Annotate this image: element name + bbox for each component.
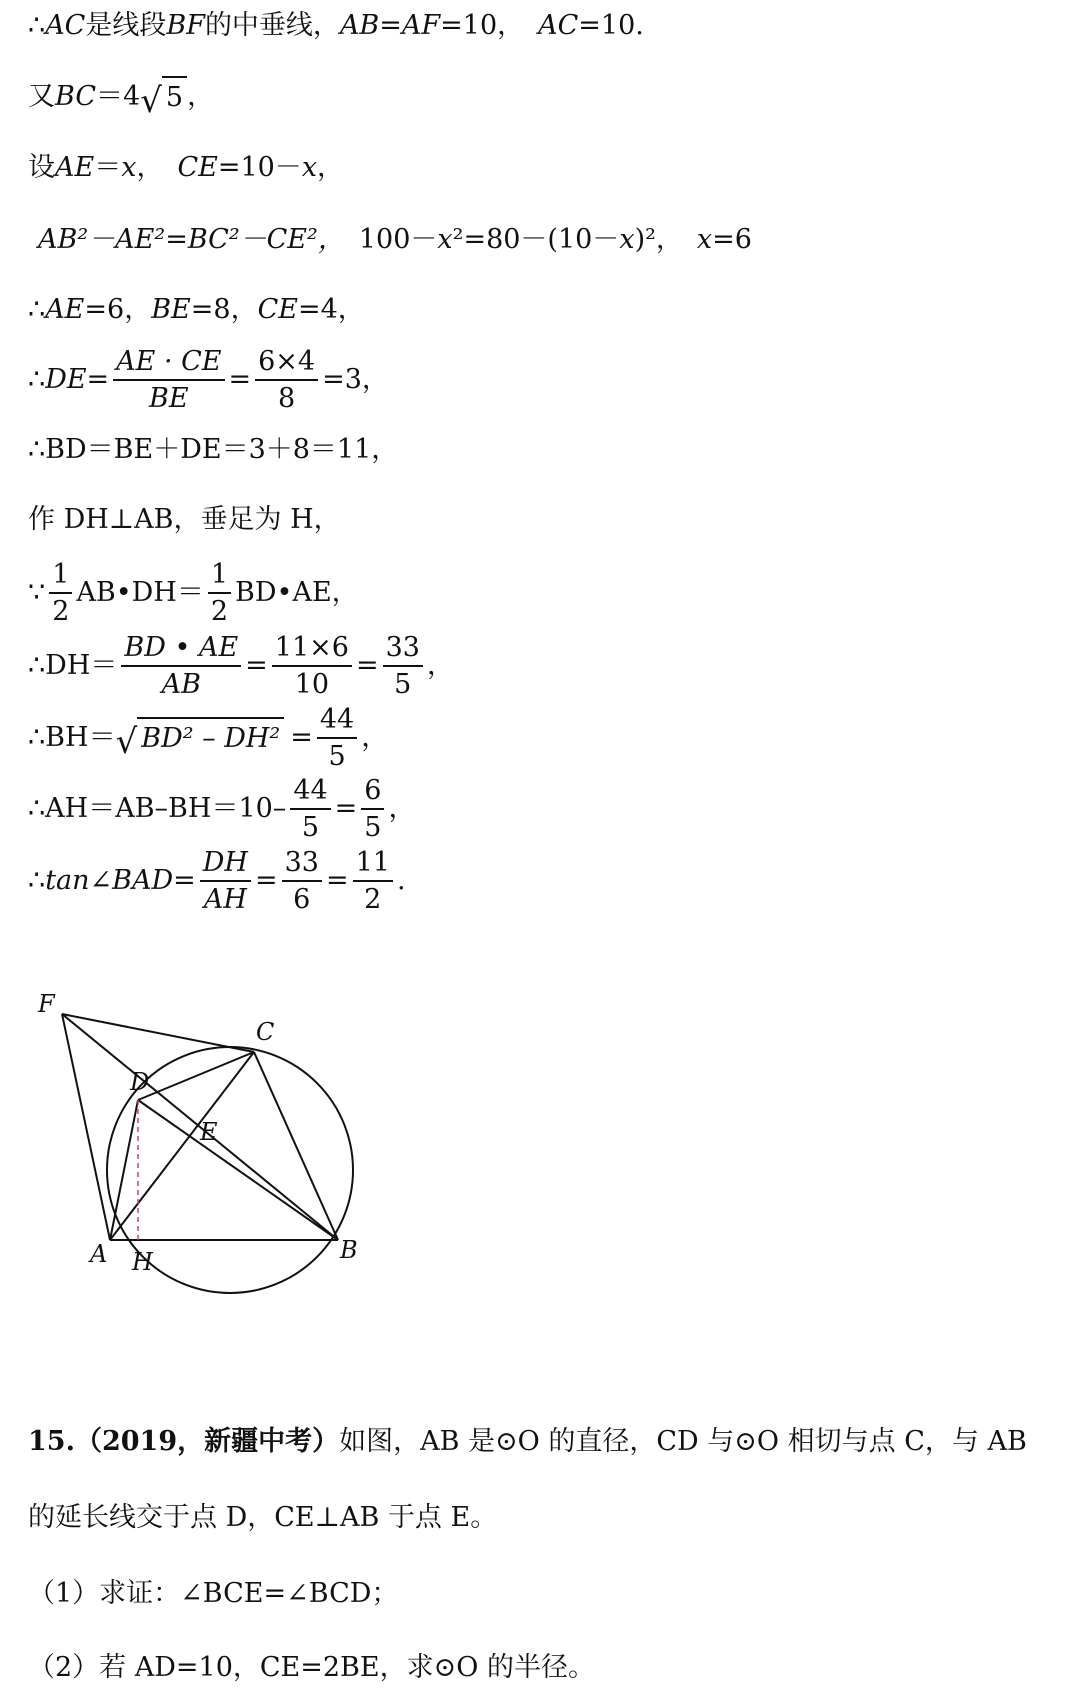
variable-x: x — [696, 224, 713, 255]
problem-15-part-2 — [28, 1648, 595, 1688]
denominator: 2 — [210, 596, 229, 627]
segment-bf: BF — [166, 10, 205, 41]
fraction — [121, 632, 241, 700]
numerator: 33 — [282, 847, 322, 882]
fraction — [290, 775, 330, 843]
numerator: 1 — [49, 559, 72, 594]
denominator: 5 — [394, 669, 412, 700]
segment-af: AF — [401, 10, 441, 41]
text: ＝ — [94, 152, 122, 183]
therefore-symbol: ∴ — [28, 10, 46, 41]
text: ， — [426, 650, 454, 681]
numerator: 6 — [361, 775, 384, 810]
text: . — [396, 865, 406, 896]
solution-line-10 — [28, 633, 454, 699]
solution-line-4 — [38, 220, 752, 260]
segment-ab: AB — [339, 10, 380, 41]
problem-part: （1）求证：∠BCE=∠BCD； — [28, 1578, 399, 1609]
numerator: 11 — [353, 847, 393, 882]
text: ， — [136, 152, 164, 183]
denominator: 8 — [278, 383, 296, 414]
text: = — [86, 364, 110, 395]
fraction — [317, 704, 357, 772]
segment-bc: BC — [55, 81, 97, 112]
fraction — [282, 847, 322, 915]
denominator: AB — [161, 669, 201, 700]
text: =6， — [84, 294, 152, 325]
variable-x: x — [619, 224, 635, 255]
problem-number: 15. — [28, 1426, 75, 1457]
fraction — [383, 632, 423, 700]
geometry-figure — [20, 990, 400, 1310]
segment-ae: AE — [55, 152, 95, 183]
problem-source: （2019，新疆中考） — [74, 1426, 340, 1457]
label-f: F — [38, 990, 55, 1018]
text: =6 — [712, 224, 752, 255]
segment-da — [110, 1100, 138, 1240]
numerator: 6×4 — [255, 346, 318, 381]
text: ∴AH＝AB–BH＝10– — [28, 793, 287, 824]
variable-x: x — [301, 152, 318, 183]
denominator: 5 — [364, 812, 382, 843]
text: ＝4 — [96, 81, 141, 112]
text: =10－ — [217, 152, 302, 183]
label-b: B — [340, 1236, 358, 1264]
fraction — [200, 847, 251, 915]
fraction — [49, 559, 72, 627]
text: = — [173, 865, 196, 896]
label-h: H — [132, 1248, 153, 1276]
problem-15-line-2 — [28, 1498, 497, 1538]
fraction — [272, 632, 352, 700]
denominator: 5 — [328, 741, 346, 772]
text: = — [290, 722, 313, 753]
pythagoras-equation: AB²－AE²=BC²－CE²， — [38, 224, 345, 255]
problem-15-part-1 — [28, 1574, 398, 1614]
because-symbol: ∵ — [28, 577, 46, 608]
solution-line-3 — [28, 148, 344, 188]
segment-ac: AC — [45, 10, 86, 41]
text: =3， — [322, 364, 389, 395]
denominator: 2 — [52, 596, 70, 627]
text: = — [334, 793, 358, 824]
therefore-symbol: ∴ — [28, 364, 46, 395]
fraction — [255, 346, 318, 414]
segment-ce: CE — [257, 294, 298, 325]
denominator: 10 — [294, 669, 330, 700]
text: =8， — [190, 294, 258, 325]
text: 设 — [28, 152, 55, 183]
numerator: DH — [200, 847, 251, 882]
solution-line-6 — [28, 347, 389, 413]
text: = — [228, 364, 252, 395]
numerator: 44 — [290, 775, 330, 810]
radicand: BD² – DH² — [137, 717, 284, 759]
variable-x: x — [437, 224, 453, 255]
solution-line-1 — [28, 6, 644, 46]
text: 的中垂线， — [204, 10, 340, 41]
numerator: BD • AE — [121, 632, 241, 667]
radicand: 5 — [162, 76, 187, 118]
text: ， — [187, 81, 215, 112]
solution-line-11 — [28, 705, 388, 771]
segment-de: DE — [45, 364, 87, 395]
text: ， — [388, 793, 416, 824]
denominator: AH — [203, 884, 247, 915]
fraction — [113, 346, 224, 414]
square-root: √ 5 — [140, 76, 187, 118]
denominator: 2 — [364, 884, 382, 915]
text: 100－ — [358, 224, 438, 255]
text: ∴BD＝BE＋DE＝3＋8＝11， — [28, 434, 399, 465]
segment-fc — [62, 1014, 254, 1052]
text: 又 — [28, 81, 55, 112]
text: =10. — [578, 10, 644, 41]
solution-line-9 — [28, 560, 359, 626]
numerator: AE · CE — [113, 346, 224, 381]
numerator: 1 — [208, 559, 231, 594]
text: ∴DH＝ — [28, 650, 118, 681]
text: ， — [361, 722, 389, 753]
segment-ce: CE — [177, 152, 218, 183]
text: =4， — [297, 294, 365, 325]
square-root: √ BD² – DH² — [116, 717, 285, 759]
segment-db — [138, 1100, 338, 1240]
text: =10， — [440, 10, 525, 41]
therefore-symbol: ∴ — [28, 294, 46, 325]
text: )²， — [634, 224, 683, 255]
fraction — [361, 775, 384, 843]
text: = — [254, 865, 278, 896]
tangent-angle: tan∠BAD — [45, 865, 174, 896]
segment-be: BE — [151, 294, 191, 325]
solution-line-5 — [28, 290, 365, 330]
problem-15-line-1 — [28, 1422, 1027, 1462]
text: 作 DH⊥AB，垂足为 H， — [28, 504, 341, 535]
fraction — [208, 559, 231, 627]
text: = — [379, 10, 402, 41]
label-d: D — [130, 1068, 150, 1096]
text: = — [245, 650, 268, 681]
solution-line-8 — [28, 500, 341, 540]
denominator: BE — [149, 383, 189, 414]
label-e: E — [200, 1118, 218, 1146]
therefore-symbol: ∴ — [28, 865, 46, 896]
denominator: 5 — [301, 812, 320, 843]
label-a: A — [90, 1240, 108, 1268]
problem-stem: 如图，AB 是⊙O 的直径，CD 与⊙O 相切与点 C，与 AB — [339, 1426, 1027, 1457]
fraction — [353, 847, 393, 915]
text: ∴BH＝ — [28, 722, 116, 753]
text: AB•DH＝ — [76, 577, 204, 608]
text: = — [355, 650, 379, 681]
denominator: 6 — [293, 884, 311, 915]
numerator: 11×6 — [272, 632, 352, 667]
text: ， — [317, 152, 345, 183]
text: = — [325, 865, 349, 896]
segment-ac: AC — [538, 10, 579, 41]
solution-line-13 — [28, 848, 406, 914]
text: ²=80－(10－ — [452, 224, 620, 255]
label-c: C — [256, 1018, 275, 1046]
variable-x: x — [121, 152, 137, 183]
numerator: 33 — [383, 632, 423, 667]
solution-line-12 — [28, 776, 415, 842]
text: 是线段 — [85, 10, 167, 41]
problem-part: （2）若 AD=10，CE=2BE，求⊙O 的半径。 — [28, 1652, 595, 1683]
segment-ae: AE — [45, 294, 85, 325]
text: BD•AE， — [235, 577, 359, 608]
solution-line-2 — [28, 76, 215, 121]
numerator: 44 — [317, 704, 357, 739]
problem-stem: 的延长线交于点 D，CE⊥AB 于点 E。 — [28, 1502, 498, 1533]
solution-line-7 — [28, 430, 398, 470]
